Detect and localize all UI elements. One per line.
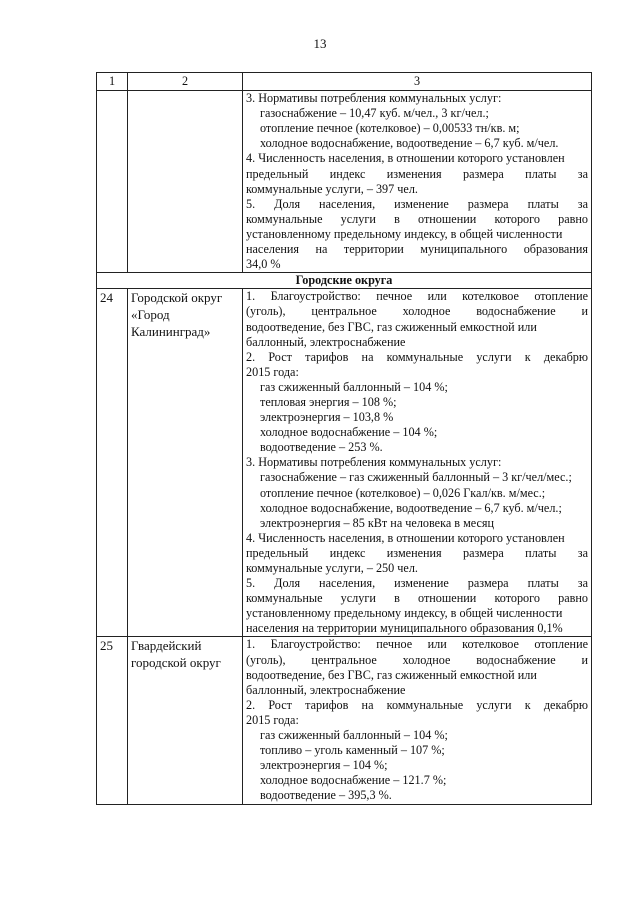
text-line: газоснабжение – 10,47 куб. м/чел., 3 кг/чел.;	[260, 106, 489, 121]
text-line: холодное водоснабжение, водоотведение – 6,7 куб. м/чел.	[260, 136, 559, 151]
text-line: населения на территории муниципального образования 0,1%	[246, 621, 563, 636]
text-line: холодное водоснабжение – 104 %;	[260, 425, 438, 440]
header-col-3: 3	[243, 73, 592, 91]
text-line: предельный индекс изменения размера платы за	[246, 166, 588, 181]
text-line: установленному предельному индексу, в общей численности	[246, 606, 563, 621]
text-line: населения на территории муниципального образования	[246, 242, 588, 257]
text-line: холодное водоснабжение, водоотведение – 6,7 куб. м/чел.;	[260, 500, 562, 515]
header-col-2: 2	[128, 73, 243, 91]
text-line: электроэнергия – 104 %;	[260, 758, 388, 773]
text-line: 3. Нормативы потребления коммунальных услуг:	[246, 91, 502, 106]
text-line: 5. Доля населения, изменение размера платы за	[246, 196, 588, 211]
text-line: предельный индекс изменения размера платы за	[246, 545, 588, 560]
text-line: коммунальные услуги в отношении которого равно	[246, 591, 588, 606]
municipality-name: Гвардейский городской округ	[128, 637, 243, 804]
row-number: 25	[97, 637, 128, 804]
text-line: холодное водоснабжение – 121.7 %;	[260, 773, 447, 788]
text-line: 2. Рост тарифов на коммунальные услуги к декабрю	[246, 697, 588, 712]
text-line: отопление печное (котелковое) – 0,00533 тн/кв. м;	[260, 121, 520, 136]
text-line: 2. Рост тарифов на коммунальные услуги к декабрю	[246, 349, 588, 364]
text-line: электроэнергия – 85 кВт на человека в месяц	[260, 515, 495, 530]
text-line: коммунальные услуги, – 250 чел.	[246, 561, 418, 575]
text-line: отопление печное (котелковое) – 0,026 Гкал/кв. м/мес.;	[260, 485, 546, 500]
text-line: 3. Нормативы потребления коммунальных услуг:	[246, 455, 502, 470]
text-line: 34,0 %	[246, 257, 281, 272]
table-row-continued	[97, 91, 592, 273]
text-line: баллонный, электроснабжение	[246, 334, 406, 349]
text-line: топливо – уголь каменный – 107 %;	[260, 743, 445, 758]
row-24-content	[243, 289, 592, 637]
row-25-content	[243, 637, 592, 804]
text-line: газ сжиженный баллонный – 104 %;	[260, 379, 448, 394]
text-line: (уголь), центральное холодное водоснабжение и	[246, 652, 588, 667]
row-number: 24	[97, 289, 128, 637]
text-line: (уголь), центральное холодное водоснабжение и	[246, 304, 588, 319]
text-line: 4. Численность населения, в отношении которого установлен	[246, 151, 565, 166]
text-line: коммунальные услуги, – 397 чел.	[246, 181, 418, 196]
text-line: 5. Доля населения, изменение размера платы за	[246, 576, 588, 591]
text-line: водоотведение, без ГВС, газ сжиженный емкостной или	[246, 667, 537, 682]
text-line: коммунальные услуги в отношении которого равно	[246, 211, 588, 226]
text-line: тепловая энергия – 108 %;	[260, 394, 397, 409]
header-col-1: 1	[97, 73, 128, 91]
text-line: 2015 года:	[246, 364, 299, 379]
text-line: газоснабжение – газ сжиженный баллонный – 3 кг/чел/мес.;	[260, 470, 572, 485]
text-line: 2015 года:	[246, 712, 299, 727]
section-title: Городские округа	[97, 273, 592, 289]
text-line: водоотведение – 395,3 %.	[260, 788, 392, 803]
text-line: газ сжиженный баллонный – 104 %;	[260, 728, 448, 743]
continued-content	[243, 91, 592, 273]
text-line: водоотведение, без ГВС, газ сжиженный емкостной или	[246, 319, 537, 334]
table-header-row	[97, 73, 592, 91]
text-line: 4. Численность населения, в отношении которого установлен	[246, 530, 565, 545]
table-row-25	[97, 637, 592, 804]
municipality-name: Городской округ «Город Калининград»	[128, 289, 243, 637]
text-line: электроэнергия – 103,8 %	[260, 410, 394, 425]
table-row-24	[97, 289, 592, 637]
text-line: баллонный, электроснабжение	[246, 682, 406, 697]
text-line: 1. Благоустройство: печное или котелковое отопление	[246, 289, 588, 304]
page-number: 13	[313, 36, 327, 51]
text-line: водоотведение – 253 %.	[260, 440, 383, 455]
text-line: установленному предельному индексу, в общей численности	[246, 226, 563, 241]
text-line: 1. Благоустройство: печное или котелковое отопление	[246, 637, 588, 652]
tariff-table	[96, 72, 592, 805]
section-row	[97, 273, 592, 289]
